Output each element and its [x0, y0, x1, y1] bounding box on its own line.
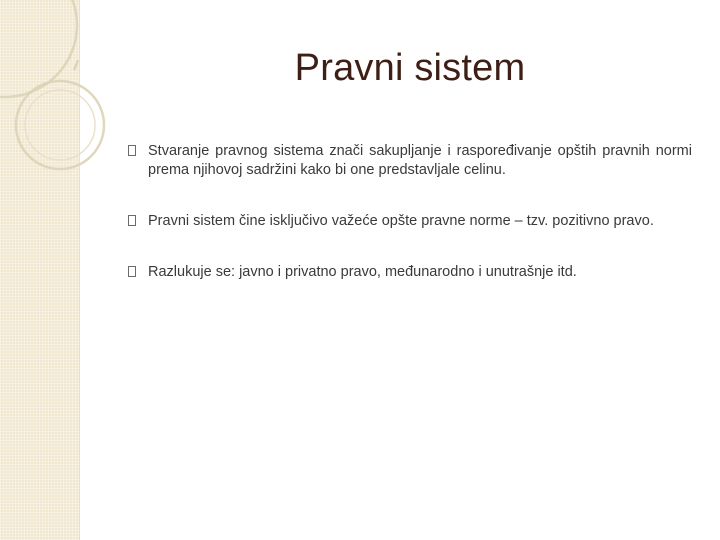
- bullet-text: Razlukuje se: javno i privatno pravo, međunarodno i unutrašnje itd.: [148, 264, 577, 280]
- bullet-text: Stvaranje pravnog sistema znači sakupljanje i raspoređivanje opštih pravnih normi prema njihovoj sadržini kako bi one predstavljale celinu.: [148, 143, 692, 178]
- bullet-item: [128, 212, 692, 231]
- box-bullet-icon: [128, 215, 136, 226]
- bullet-list: [128, 142, 692, 282]
- box-bullet-icon: [128, 266, 136, 277]
- decorative-side-strip: [0, 0, 80, 540]
- bullet-item: [128, 142, 692, 180]
- bullet-text: Pravni sistem čine isključivo važeće opšte pravne norme – tzv. pozitivno pravo.: [148, 213, 654, 229]
- box-bullet-icon: [128, 145, 136, 156]
- bullet-item: [128, 263, 692, 282]
- slide-title: Pravni sistem: [294, 47, 526, 89]
